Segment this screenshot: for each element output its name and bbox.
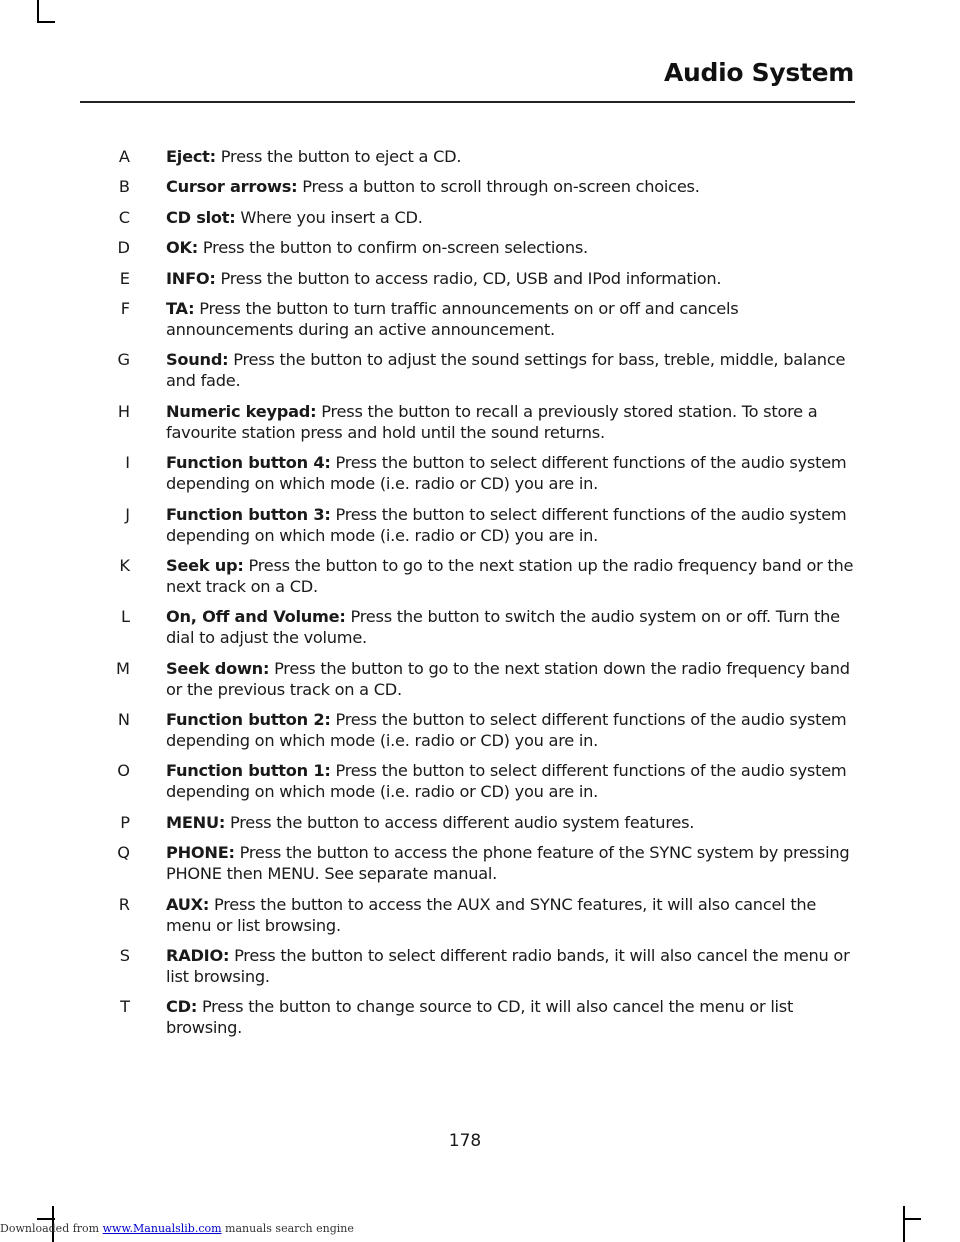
legend-text: Press the button to adjust the sound settings for bass, treble, middle, balance and fade. xyxy=(166,350,846,391)
crop-mark xyxy=(903,1218,921,1220)
legend-text: Press a button to scroll through on-screen choices. xyxy=(297,177,700,197)
legend-term: Function button 3: xyxy=(166,504,331,524)
legend-text: Press the button to access the phone feature of the SYNC system by pressing PHONE then MENU. See separate manual. xyxy=(166,843,850,884)
legend-description xyxy=(166,996,855,1038)
legend-text: Press the button to access different audio system features. xyxy=(225,812,695,832)
legend-letter: F xyxy=(120,298,130,318)
legend-item xyxy=(80,842,855,884)
legend-item xyxy=(80,658,855,700)
legend-term: Seek down: xyxy=(166,658,270,678)
legend-text: Press the button to go to the next station up the radio frequency band or the next track on a CD. xyxy=(166,555,854,596)
legend-description xyxy=(166,504,855,546)
legend-letter: P xyxy=(120,812,130,832)
legend-description xyxy=(166,658,855,700)
legend-item xyxy=(80,176,855,197)
legend-description xyxy=(166,709,855,751)
legend-letter: L xyxy=(120,607,130,627)
legend-text: Press the button to select different radio bands, it will also cancel the menu or list browsing. xyxy=(166,946,850,987)
legend-text: Press the button to confirm on-screen selections. xyxy=(198,238,588,258)
legend-text: Press the button to select different functions of the audio system depending on which mode (i.e. radio or CD) you are in. xyxy=(166,761,847,802)
legend-description xyxy=(166,452,855,494)
legend-item xyxy=(80,945,855,987)
legend-term: Cursor arrows: xyxy=(166,177,298,197)
legend-term: Function button 4: xyxy=(166,453,331,473)
legend-letter: N xyxy=(117,710,130,730)
legend-term: MENU: xyxy=(166,812,226,832)
crop-mark xyxy=(903,1206,905,1242)
legend-description xyxy=(166,298,855,340)
legend-description xyxy=(166,555,855,597)
footer-link[interactable]: www.Manualslib.com xyxy=(102,1222,222,1235)
legend-text: Press the button to access the AUX and SYNC features, it will also cancel the menu or list browsing. xyxy=(166,894,817,935)
legend-description xyxy=(166,606,855,648)
legend-term: Numeric keypad: xyxy=(166,401,317,421)
legend-letter: C xyxy=(118,207,130,227)
legend-letter: O xyxy=(117,761,130,781)
legend-term: CD slot: xyxy=(166,207,236,227)
legend-term: AUX: xyxy=(166,894,210,914)
legend-item xyxy=(80,207,855,228)
legend-text: Press the button to select different functions of the audio system depending on which mode (i.e. radio or CD) you are in. xyxy=(166,453,847,494)
legend-term: On, Off and Volume: xyxy=(166,607,346,627)
legend-term: Sound: xyxy=(166,350,229,370)
legend-text: Press the button to turn traffic announcements on or off and cancels announcements during an active announcement. xyxy=(166,298,739,339)
legend-item xyxy=(80,146,855,167)
legend-letter: T xyxy=(120,997,130,1017)
legend-letter: H xyxy=(117,401,130,421)
legend-item xyxy=(80,760,855,802)
legend-item xyxy=(80,452,855,494)
legend-description xyxy=(166,760,855,802)
legend-item xyxy=(80,237,855,258)
legend-text: Press the button to select different functions of the audio system depending on which mode (i.e. radio or CD) you are in. xyxy=(166,504,847,545)
legend-term: CD: xyxy=(166,997,198,1017)
legend-description xyxy=(166,812,855,833)
legend-item xyxy=(80,298,855,340)
footer-prefix: Downloaded from xyxy=(0,1222,103,1235)
legend-description xyxy=(166,268,855,289)
legend-letter: G xyxy=(117,350,130,370)
legend-text: Press the button to change source to CD, it will also cancel the menu or list browsing. xyxy=(166,997,794,1038)
legend-letter: M xyxy=(116,658,130,678)
legend-term: PHONE: xyxy=(166,843,235,863)
legend-text: Where you insert a CD. xyxy=(235,207,423,227)
legend-letter: I xyxy=(125,453,130,473)
legend-text: Press the button to access radio, CD, USB and IPod information. xyxy=(215,268,722,288)
page-number: 178 xyxy=(448,1131,482,1151)
legend-item xyxy=(80,349,855,391)
legend-item xyxy=(80,268,855,289)
legend-term: RADIO: xyxy=(166,946,230,966)
legend-item xyxy=(80,996,855,1038)
legend-description xyxy=(166,237,855,258)
legend-term: OK: xyxy=(166,238,199,258)
legend-letter: D xyxy=(117,238,130,258)
legend-item xyxy=(80,504,855,546)
legend-text: Press the button to select different functions of the audio system depending on which mode (i.e. radio or CD) you are in. xyxy=(166,710,847,751)
page-title: Audio System xyxy=(663,58,854,87)
legend-description xyxy=(166,945,855,987)
legend-description xyxy=(166,401,855,443)
legend-description xyxy=(166,842,855,884)
legend-item xyxy=(80,894,855,936)
legend-letter: E xyxy=(119,268,130,288)
legend-item xyxy=(80,555,855,597)
legend-description xyxy=(166,349,855,391)
legend-letter: A xyxy=(118,147,130,166)
legend-text: Press the button to switch the audio system on or off. Turn the dial to adjust the volume. xyxy=(166,607,840,648)
legend-item xyxy=(80,606,855,648)
legend-term: Eject: xyxy=(166,147,216,166)
legend-item xyxy=(80,812,855,833)
legend-text: Press the button to recall a previously stored station. To store a favourite station press and hold until the sound returns. xyxy=(166,401,818,442)
legend-term: Function button 1: xyxy=(166,761,331,781)
legend-description xyxy=(166,207,855,228)
legend-text: Press the button to go to the next station down the radio frequency band or the previous track on a CD. xyxy=(166,658,850,699)
legend-description xyxy=(166,176,855,197)
legend-list xyxy=(80,146,855,1048)
title-divider xyxy=(80,101,855,103)
legend-description xyxy=(166,146,855,167)
legend-letter: R xyxy=(118,894,130,914)
legend-term: Seek up: xyxy=(166,555,244,575)
legend-item xyxy=(80,709,855,751)
legend-term: TA: xyxy=(166,298,195,318)
legend-letter: J xyxy=(125,504,130,524)
footer-suffix: manuals search engine xyxy=(221,1222,354,1235)
legend-term: INFO: xyxy=(166,268,216,288)
crop-mark xyxy=(37,0,39,22)
legend-text: Press the button to eject a CD. xyxy=(215,147,462,166)
legend-description xyxy=(166,894,855,936)
legend-term: Function button 2: xyxy=(166,710,331,730)
legend-letter: K xyxy=(119,555,130,575)
legend-item xyxy=(80,401,855,443)
crop-mark xyxy=(37,21,55,23)
legend-letter: S xyxy=(119,946,130,966)
legend-letter: B xyxy=(118,177,130,197)
legend-letter: Q xyxy=(117,843,130,863)
download-footer xyxy=(0,1222,354,1235)
